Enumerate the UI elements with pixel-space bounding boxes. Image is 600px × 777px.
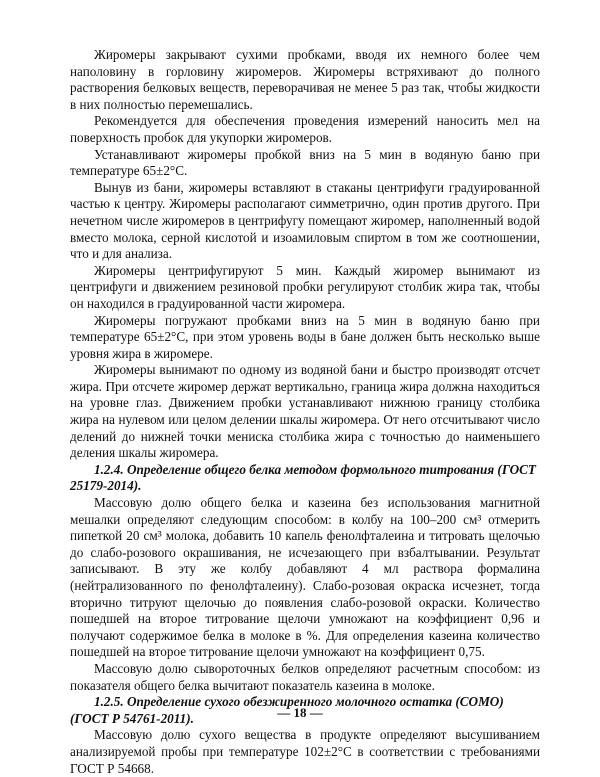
paragraph-reading: Жиромеры вынимают по одному из водяной бани и быстро производят отсчет жира. При отсчете жиромер держат вертикально, граница жира должна находиться на уровне глаз. Движением пробки устанавливают нижнюю границу столбика жира на нулевом или целом делении шкалы жиромера. От него отсчитывают число делений до нижней точки мениска столбика жира с точностью до наименьшего деления шкалы жиромера. xyxy=(70,362,540,461)
paragraph-whey-proteins: Массовую долю сывороточных белков определяют расчетным способом: из показателя общего белка вычитают показатель казеина в молоке. xyxy=(70,660,540,693)
paragraph-dry-matter: Массовую долю сухого вещества в продукте определяют высушиванием анализируемой пробы при температуре 102±2°С в соответствии с требованиями ГОСТ Р 54668. xyxy=(70,727,540,776)
body-text xyxy=(70,47,540,777)
paragraph-chalk-recommendation: Рекомендуется для обеспечения проведения измерений наносить мел на поверхность пробок для укупорки жиромеров. xyxy=(70,113,540,145)
page-number: — 18 — xyxy=(277,705,323,720)
paragraph-centrifuging: Жиромеры центрифугируют 5 мин. Каждый жиромер вынимают из центрифуги и движением резиновой пробки регулируют столбик жира так, чтобы он находился в градуированной части жиромера. xyxy=(70,262,540,311)
section-heading-protein: 1.2.4. Определение общего белка методом формольного титрования (ГОСТ 25179-2014). xyxy=(70,461,536,494)
paragraph-second-bath: Жиромеры погружают пробками вниз на 5 мин в водяную баню при температуре 65±2°С, при этом уровень воды в бане должен быть несколько выше уровня жира в жиромере. xyxy=(70,312,540,361)
paragraph-centrifuge-placement: Вынув из бани, жиромеры вставляют в стаканы центрифуги градуированной частью к центру. Жиромеры располагают симметрично, один против другого. При нечетном числе жиромеров в центрифугу помещают жиромер, наполненный водой вместо молока, серной кислотой и изоамиловым спиртом в том же соотношении, что и для анализа. xyxy=(70,179,540,262)
paragraph-stoppers: Жиромеры закрывают сухими пробками, вводя их немного более чем наполовину в горловину жиромеров. Жиромеры встряхивают до полного растворения белковых веществ, переворачивая не менее 5 раз так, чтобы жидкости в них полностью перемешались. xyxy=(70,47,540,112)
paragraph-water-bath: Устанавливают жиромеры пробкой вниз на 5 мин в водяную баню при температуре 65±2°С. xyxy=(70,146,540,179)
paragraph-protein-method: Массовую долю общего белка и казеина без использования магнитной мешалки определяют следующим способом: в колбу на 100–200 см³ отмерить пипеткой 20 см³ молока, добавить 10 капель фенолфталеина и титровать щелочью до слабо-розового окрашивания, не исчезающего при взбалтывании. Результат записывают. В эту же колбу добавляют 4 мл раствора формалина (нейтрализованного по фенолфталеину). Слабо-розовая окраска исчезнет, тогда вторично титруют щелочью до появления слабо-розовой окраски. Количество пошедшей на второе титрование щелочи умножают на коэффициент 0,96 и получают содержимое белка в молоке в %. Для определения казеина количество пошедшей на второе титрование щелочи умножают на коэффициент 0,75. xyxy=(70,495,540,660)
section-heading-somo: 1.2.5. Определение сухого обезжиренного молочного остатка (СОМО) (ГОСТ Р 54761-2011). xyxy=(70,694,504,726)
